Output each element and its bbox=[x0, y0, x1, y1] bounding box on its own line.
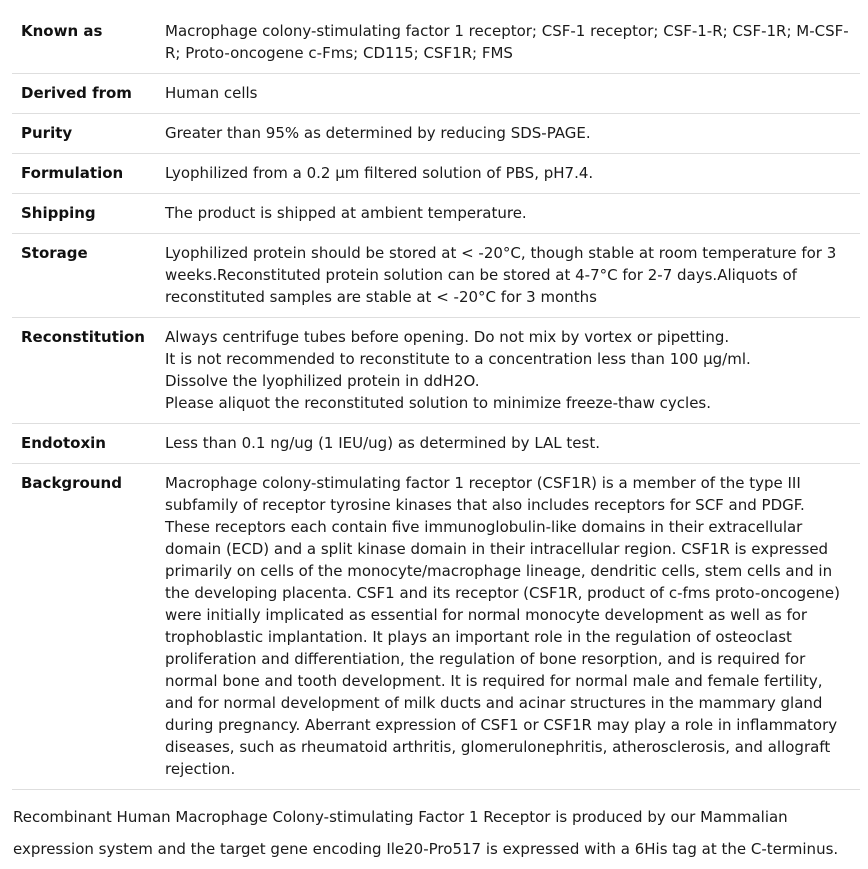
spec-value: Human cells bbox=[165, 74, 860, 114]
spec-row-shipping bbox=[12, 194, 860, 234]
spec-label: Known as bbox=[12, 12, 165, 74]
spec-label: Background bbox=[12, 464, 165, 790]
spec-value: Greater than 95% as determined by reducing SDS-PAGE. bbox=[165, 114, 860, 154]
spec-label: Storage bbox=[12, 234, 165, 318]
spec-value: Lyophilized protein should be stored at < -20°C, though stable at room temperature for 3 weeks.Reconstituted protein solution can be stored at 4-7°C for 2-7 days.Aliquots of reconstituted samples are stable at < -20°C for 3 months bbox=[165, 234, 860, 318]
reconstitution-line: Always centrifuge tubes before opening. Do not mix by vortex or pipetting. bbox=[165, 328, 730, 346]
spec-label: Formulation bbox=[12, 154, 165, 194]
spec-row-endotoxin bbox=[12, 424, 860, 464]
reconstitution-line: Dissolve the lyophilized protein in ddH2O. bbox=[165, 372, 480, 390]
product-description: Recombinant Human Macrophage Colony-stimulating Factor 1 Receptor is produced by our Mammalian expression system and the target gene encoding Ile20-Pro517 is expressed with a 6His tag at the C-terminus. bbox=[13, 808, 839, 858]
spec-value bbox=[165, 318, 860, 424]
spec-value: Lyophilized from a 0.2 μm filtered solution of PBS, pH7.4. bbox=[165, 154, 860, 194]
spec-value: Macrophage colony-stimulating factor 1 receptor; CSF-1 receptor; CSF-1-R; CSF-1R; M-CSF-R; Proto-oncogene c-Fms; CD115; CSF1R; FMS bbox=[165, 12, 860, 74]
spec-row-purity bbox=[12, 114, 860, 154]
reconstitution-line: Please aliquot the reconstituted solution to minimize freeze-thaw cycles. bbox=[165, 394, 712, 412]
spec-value: The product is shipped at ambient temperature. bbox=[165, 194, 860, 234]
spec-value: Less than 0.1 ng/ug (1 IEU/ug) as determined by LAL test. bbox=[165, 424, 860, 464]
spec-label: Shipping bbox=[12, 194, 165, 234]
spec-row-reconstitution bbox=[12, 318, 860, 424]
spec-label: Reconstitution bbox=[12, 318, 165, 424]
spec-row-derived-from bbox=[12, 74, 860, 114]
spec-row-background bbox=[12, 464, 860, 790]
spec-row-formulation bbox=[12, 154, 860, 194]
spec-row-known-as bbox=[12, 12, 860, 74]
reconstitution-line: It is not recommended to reconstitute to a concentration less than 100 μg/ml. bbox=[165, 350, 751, 368]
spec-label: Endotoxin bbox=[12, 424, 165, 464]
spec-label: Derived from bbox=[12, 74, 165, 114]
spec-value: Macrophage colony-stimulating factor 1 receptor (CSF1R) is a member of the type III subfamily of receptor tyrosine kinases that also includes receptors for SCF and PDGF. These receptors each contain five immunoglobulin-like domains in their extracellular domain (ECD) and a split kinase domain in their intracellular region. CSF1R is expressed primarily on cells of the monocyte/macrophage lineage, dendritic cells, stem cells and in the developing placenta. CSF1 and its receptor (CSF1R, product of c-fms proto-oncogene) were initially implicated as essential for normal monocyte development as well as for trophoblastic implantation. It plays an important role in the regulation of osteoclast proliferation and differentiation, the regulation of bone resorption, and is required for normal bone and tooth development. It is required for normal male and female fertility, and for normal development of milk ducts and acinar structures in the mammary gland during pregnancy. Aberrant expression of CSF1 or CSF1R may play a role in inflammatory diseases, such as rheumatoid arthritis, glomerulonephritis, atherosclerosis, and allograft rejection. bbox=[165, 464, 860, 790]
spec-label: Purity bbox=[12, 114, 165, 154]
spec-row-storage bbox=[12, 234, 860, 318]
product-spec-table bbox=[12, 12, 860, 790]
